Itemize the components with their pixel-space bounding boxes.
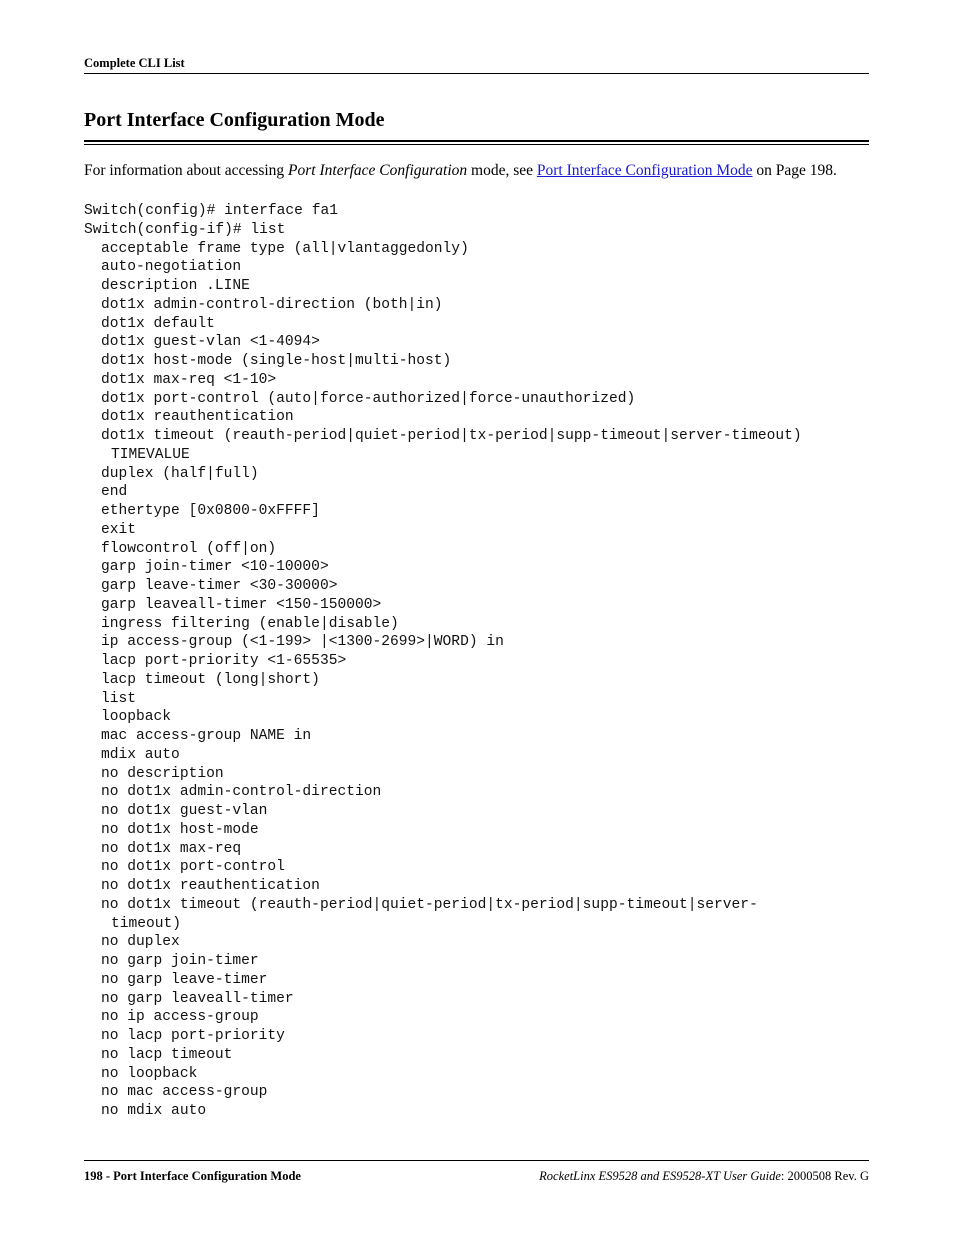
cli-line: no dot1x reauthentication [101,878,320,894]
cli-command-listing [84,202,802,1121]
cli-line: no dot1x timeout (reauth-period|quiet-period|tx-period|supp-timeout|server- [101,896,758,913]
cli-line: timeout) [111,915,182,932]
cli-line: lacp port-priority <1-65535> [101,653,347,669]
cli-line: ip access-group (<1-199> |<1300-2699>|WORD) in [101,634,504,651]
cli-line: dot1x max-req <1-10> [101,371,277,388]
cli-line: garp leaveall-timer <150-150000> [101,596,382,613]
cli-line: no lacp port-priority [101,1028,285,1044]
cli-line: dot1x default [101,315,215,332]
footer-divider [84,1160,869,1161]
cli-line: no duplex [101,934,180,951]
cli-line: dot1x reauthentication [101,409,294,426]
cli-line: Switch(config-if)# list [84,221,286,238]
cli-line: Switch(config)# interface fa1 [84,203,338,219]
cli-line: garp leave-timer <30-30000> [101,578,338,594]
cli-line: mac access-group NAME in [101,728,312,744]
footer-guide-title: RocketLinx ES9528 and ES9528-XT User Guide [539,1169,781,1183]
intro-mode-name: Port Interface Configuration [288,162,468,179]
intro-prefix: For information about accessing [84,162,289,179]
cli-line: duplex (half|full) [101,465,259,482]
cli-line: exit [101,521,137,538]
header-divider [84,73,869,74]
intro-middle: mode, see [467,162,537,179]
cli-line: acceptable frame type (all|vlantaggedonly) [101,240,469,257]
cli-line: lacp timeout (long|short) [101,671,320,688]
cli-line: no description [101,765,224,782]
cli-line: ingress filtering (enable|disable) [101,615,399,632]
cli-line: no dot1x port-control [101,859,285,876]
cli-line: no dot1x max-req [101,840,242,857]
cli-line: garp join-timer <10-10000> [101,559,329,576]
cli-line: description .LINE [101,278,250,294]
cli-line: dot1x host-mode (single-host|multi-host) [101,353,452,369]
cli-line: no lacp timeout [101,1046,233,1063]
cli-line: dot1x admin-control-direction (both|in) [101,296,443,313]
cli-line: ethertype [0x0800-0xFFFF] [101,503,320,519]
cli-line: dot1x port-control (auto|force-authorized|force-unauthorized) [101,390,636,407]
title-divider [84,140,869,145]
cli-line: flowcontrol (off|on) [101,540,277,557]
cli-line: no dot1x admin-control-direction [101,784,382,801]
cli-line: no dot1x guest-vlan [101,803,268,819]
cross-reference-link[interactable]: Port Interface Configuration Mode [536,162,753,179]
footer-revision: : 2000508 Rev. G [780,1169,869,1183]
section-title: Port Interface Configuration Mode [84,109,385,131]
cli-line: no mac access-group [101,1084,268,1101]
cli-line: auto-negotiation [101,259,242,276]
cli-line: no mdix auto [101,1103,207,1119]
cli-line: no garp join-timer [101,953,259,969]
cli-line: mdix auto [101,746,180,763]
cli-line: no dot1x host-mode [101,821,259,838]
cli-line: no garp leaveall-timer [101,990,294,1007]
cli-line: end [101,484,128,501]
footer-page-label: 198 - Port Interface Configuration Mode [84,1169,301,1183]
footer-document-info [539,1169,869,1184]
cli-line: dot1x guest-vlan <1-4094> [101,334,320,351]
cli-line: no ip access-group [101,1009,259,1026]
cli-line: TIMEVALUE [111,446,190,463]
cli-line: no loopback [101,1065,198,1082]
cli-line: no garp leave-timer [101,971,268,988]
intro-suffix: on Page 198. [752,162,837,179]
cli-line: loopback [101,709,172,726]
intro-paragraph [84,163,874,179]
running-header: Complete CLI List [84,56,185,70]
cli-line: list [101,690,137,707]
cli-line: dot1x timeout (reauth-period|quiet-period|tx-period|supp-timeout|server-timeout) [101,428,802,444]
